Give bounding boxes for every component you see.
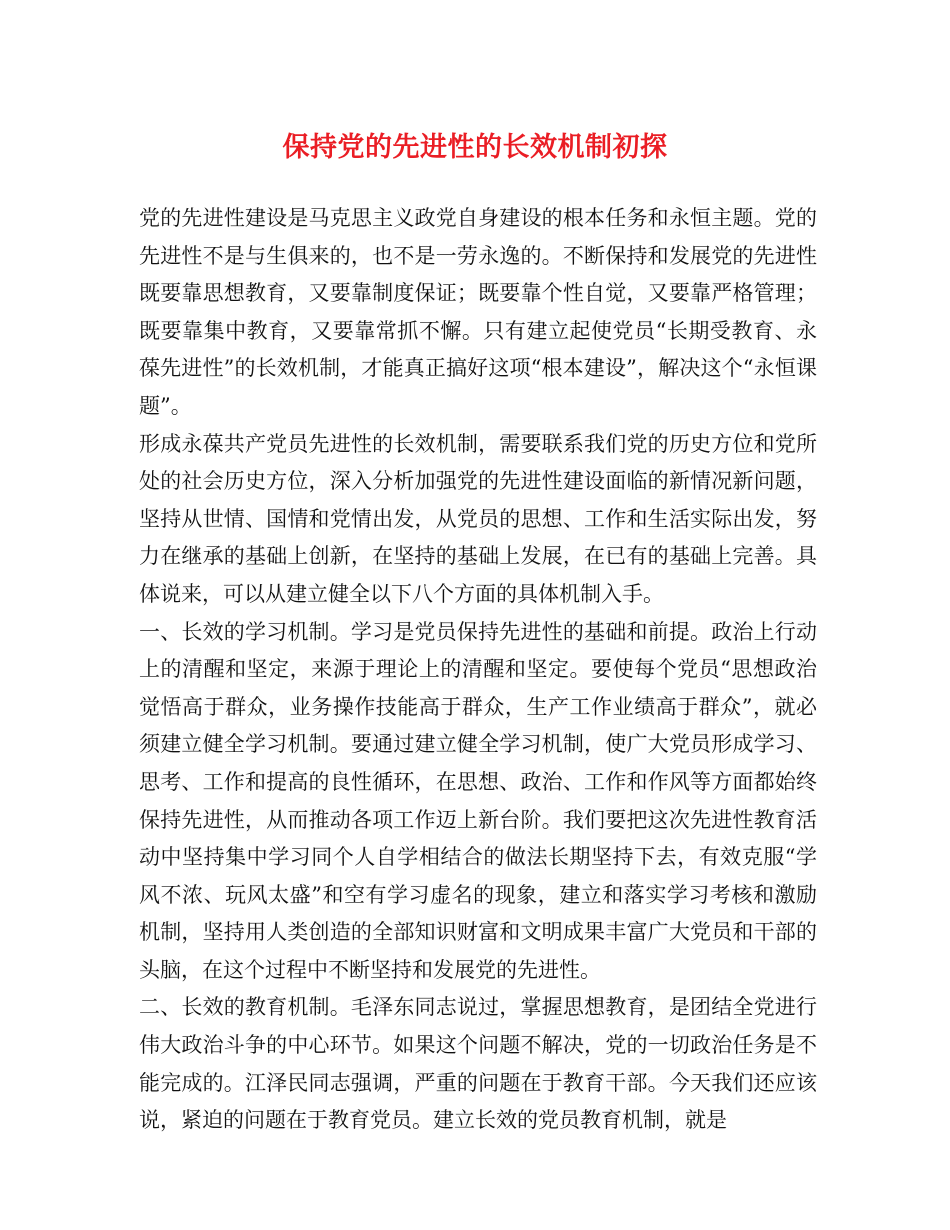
document-body — [139, 200, 817, 1140]
paragraph-intro: 党的先进性建设是马克思主义政党自身建设的根本任务和永恒主题。党的先进性不是与生俱来的，也不是一劳永逸的。不断保持和发展党的先进性既要靠思想教育，又要靠制度保证；既要靠个性自觉，又要靠严格管理；既要靠集中教育，又要靠常抓不懈。只有建立起使党员“长期受教育、永葆先进性”的长效机制，才能真正搞好这项“根本建设”，解决这个“永恒课题”。 — [139, 206, 817, 418]
paragraph-education-mechanism: 二、长效的教育机制。毛泽东同志说过，掌握思想教育，是团结全党进行伟大政治斗争的中心环节。如果这个问题不解决，党的一切政治任务是不能完成的。江泽民同志强调，严重的问题在于教育干部。今天我们还应该说，紧迫的问题在于教育党员。建立长效的党员教育机制，就是 — [139, 995, 817, 1133]
paragraph-mechanism-overview: 形成永葆共产党员先进性的长效机制，需要联系我们党的历史方位和党所处的社会历史方位，深入分析加强党的先进性建设面临的新情况新问题，坚持从世情、国情和党情出发，从党员的思想、工作和生活实际出发，努力在继承的基础上创新，在坚持的基础上发展，在已有的基础上完善。具体说来，可以从建立健全以下八个方面的具体机制入手。 — [139, 431, 817, 606]
paragraph-learning-mechanism: 一、长效的学习机制。学习是党员保持先进性的基础和前提。政治上行动上的清醒和坚定，来源于理论上的清醒和坚定。要使每个党员“思想政治觉悟高于群众，业务操作技能高于群众，生产工作业绩高于群众”，就必须建立健全学习机制。要通过建立健全学习机制，使广大党员形成学习、思考、工作和提高的良性循环，在思想、政治、工作和作风等方面都始终保持先进性，从而推动各项工作迈上新台阶。我们要把这次先进性教育活动中坚持集中学习同个人自学相结合的做法长期坚持下去，有效克服“学风不浓、玩风太盛”和空有学习虚名的现象，建立和落实学习考核和激励机制，坚持用人类创造的全部知识财富和文明成果丰富广大党员和干部的头脑，在这个过程中不断坚持和发展党的先进性。 — [139, 619, 817, 982]
document-title: 保持党的先进性的长效机制初探 — [282, 132, 668, 163]
